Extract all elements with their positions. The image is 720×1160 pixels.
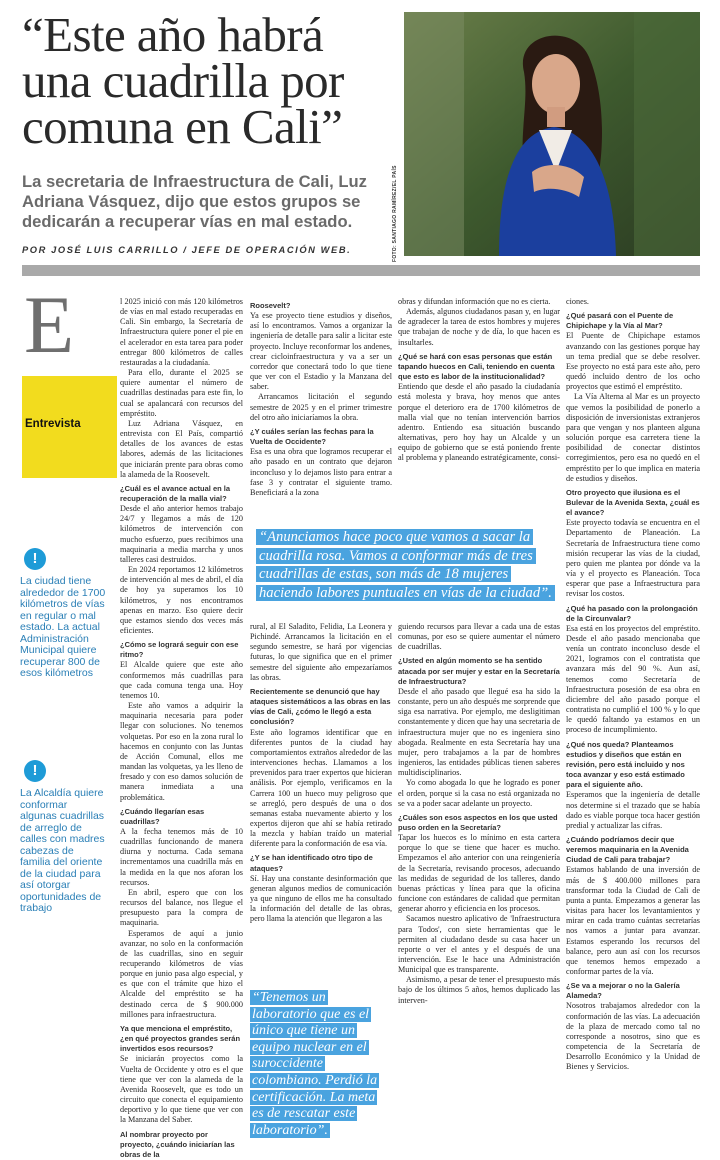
dropcap: E bbox=[24, 279, 75, 370]
exclamation-icon: ! bbox=[24, 548, 46, 570]
paragraph: Sí. Hay una constante desinformación que generan algunos medios de comunicación ya que ninguno de ellos me ha consultado la información del detalle de las obras, pero llama la atención que llegaron a las bbox=[250, 873, 392, 924]
paragraph: ciones. bbox=[566, 297, 589, 306]
byline: POR JOSÉ LUIS CARRILLO / JEFE DE OPERACIÓN WEB. bbox=[22, 245, 352, 255]
paragraph: rural, al El Saladito, Felidia, La Leonera y Pichindé. Arrancamos la licitación en el segundo semestre, se hará por vigencias futuras, lo que significa que en el primer semestre del siguiente año empezaríamos las obras. bbox=[250, 622, 392, 682]
paragraph: Yo como abogada lo que he logrado es poner el orden, porque si la casa no está organizada no se va a poder sacar adelante un proyecto. bbox=[398, 778, 560, 808]
paragraph: Luz Adriana Vásquez, en entrevista con El País, compartió detalles de los avances de estas labores, además de las licitaciones que iniciarán prente para obras como la alameda de la Roosevelt. bbox=[120, 418, 243, 479]
paragraph: Desde el año anterior hemos trabajo 24/7 y llegamos a más de 120 kilómetros de intervención con mucho esfuerzo, pues recibimos una maquinaria a media marcha y unos talleres casi destruidos. bbox=[120, 504, 243, 564]
interview-question: ¿Cuál es el avance actual en la recuperación de la malla vial? bbox=[120, 483, 231, 503]
paragraph: En abril, espero que con los recursos del balance, nos llegue el presupuesto para la compra de maquinaria. bbox=[120, 887, 243, 928]
interview-question: Otro proyecto que ilusiona es el Bulevar de la Avenida Sexta, ¿cuál es el avance? bbox=[566, 487, 700, 518]
paragraph: Estamos hablando de una inversión de más de $ 400.000 millones para transformar toda la Ciudad de Cali de punta a punta. Empezamos a generar las visitas para hacer los levantamientos y mirar en cada tramo cuántas secretarías nos vamos a juntar para avanzar. Estamos esperando los recursos del balance, pero aun así con los recursos que tenemos hemos empezado a conformar partes de la vía. bbox=[566, 865, 700, 976]
paragraph: El Alcalde quiere que este año conformemos más cuadrillas para que cada comuna tenga una. Hoy tenemos 10. bbox=[120, 660, 243, 700]
interview-question: ¿Qué ha pasado con la prolongación de la Circunvalar? bbox=[566, 603, 698, 623]
interview-question: ¿Cómo se logrará seguir con ese ritmo? bbox=[120, 640, 239, 660]
interview-question: ¿Se va a mejorar o no la Galería Alameda? bbox=[566, 981, 680, 1001]
paragraph: obras y difundan información que no es cierta. bbox=[398, 297, 551, 306]
article-column-3-top bbox=[398, 297, 560, 525]
paragraph: La Vía Alterna al Mar es un proyecto que vemos la posibilidad de ponerlo a disposición de inversionistas extranjeros para que vengan y nos planteen alguna solución porque esa carretera tiene la posibilidad de conectar distintos corregimientos, pero esa no quedó en el empréstito per lo que implica en materia de estudios y diseños. bbox=[566, 392, 700, 483]
paragraph: Este año vamos a adquirir la maquinaria necesaria para poder llegar con soluciones. No tenemos volquetas. Por eso en la zona rural lo hacemos en conjunto con las Juntas de Acción Comunal, ellos me mandan las volquetas, ya les lleno de fresado y con eso damos solución de manera inmediata a una problemática. bbox=[120, 701, 243, 802]
paragraph: Esa es una obra que logramos recuperar el año pasado en un contrato que dejaron inconcluso y lo dejamos listo para entrar a fase 3 y contratar el siguiente tramo. Beneficiará a la zona bbox=[250, 447, 392, 497]
paragraph: Sacamos nuestro aplicativo de 'Infraestructura para Todos', con siete herramientas que le permiten al ciudadano desde su casa hacer un reporte o ver el antes y el después de una intervención. Ese le hace una Administración Municipal que es transparente. bbox=[398, 914, 560, 975]
paragraph: Esa está en los proyectos del empréstito. Desde el año pasado mencionaba que venía un contrato inconcluso desde el 2021, logramos con el contratista que avanzara más del 90 %. Aun así, tenemos como Secretaría de Infraestructura posesión de esa obra en diciembre del año pasado porque el contratista no cumplió el 100 % y lo que le quedó faltando ya estamos en un proceso de incumplimiento. bbox=[566, 623, 700, 735]
interview-question: ¿Qué pasará con el Puente de Chipichape y la Vía al Mar? bbox=[566, 311, 674, 331]
paragraph: Esperamos que la ingeniería de detalle nos determine si el trazado que se había dado es viable porque toca hacer gestión predial y actualizar las cifras. bbox=[566, 790, 700, 830]
divider-bar bbox=[22, 265, 700, 276]
paragraph: El Puente de Chipichape estamos avanzando con las gestiones porque hay un tema predial que se debe resolver. Ese proyecto no está para este año, pero quedó incluido dentro de los ocho proyectos que estimó el empréstito. bbox=[566, 331, 700, 392]
portrait-photo bbox=[404, 12, 700, 256]
photo-credit: FOTO: SANTIAGO RAMÍREZ/EL PAÍS bbox=[392, 165, 398, 262]
paragraph: l 2025 inició con más 120 kilómetros de vías en mal estado recuperadas en Cali. Sin embargo, la Secretaría de Infraestructura quiere poner el pie en el acelerador en esta tarea para poder entregar 800 kilómetros de calles restauradas a la ciudadanía. bbox=[120, 297, 243, 367]
pullquote-text: “Anunciamos hace poco que vamos a sacar la cuadrilla rosa. Vamos a conformar más de tres cuadrillas de estas, son más de 18 mujeres haciendo labores puntuales en vías de la ciudad”. bbox=[256, 529, 555, 601]
exclamation-icon: ! bbox=[24, 760, 46, 782]
interview-question: Ya que menciona el empréstito, ¿en qué proyectos grandes serán invertidos esos recursos? bbox=[120, 1023, 241, 1054]
interview-question: ¿Usted en algún momento se ha sentido atacada por ser mujer y estar en la Secretaría de Infraestructura? bbox=[398, 656, 560, 686]
interview-question: ¿Cuándo podríamos decir que veremos maquinaria en la Avenida Ciudad de Cali para trabajar? bbox=[566, 834, 689, 865]
article-column-2-bottom bbox=[250, 622, 392, 984]
interview-question: ¿Cuáles son esos aspectos en los que usted puso orden en la Secretaría? bbox=[398, 812, 558, 832]
interview-question: Roosevelt? bbox=[250, 301, 291, 310]
paragraph: guiendo recursos para llevar a cada una de estas comunas, por eso se quiere aumentar el número de cuadrillas. bbox=[398, 622, 560, 652]
paragraph: Esperamos de aquí a junio avanzar, no solo en la conformación de las cuadrillas, sino en seguir recuperando kilómetros de vías porque en junio pasa algo especial, y es que con el trámite que hizo el Alcalde del empréstito se ha destinado cerca de $ 900.000 millones para infraestructura. bbox=[120, 928, 243, 1019]
paragraph: Este proyecto todavía se encuentra en el Departamento de Planeación. La Secretaría de Infraestructura tiene como misión recuperar las vías de la ciudad, pero quien me plantea por dónde va la vía y el proyecto es Planeación. Toca esperar que pase a Infraestructura para revisar los costos. bbox=[566, 518, 700, 599]
section-tag-label: Entrevista bbox=[25, 418, 81, 430]
paragraph: Arrancamos licitación el segundo semestre de 2025 y en el primer trimestre del otro año iniciaríamos la obra. bbox=[250, 392, 392, 422]
headline: “Este año habrá una cuadrilla por comuna en Cali” bbox=[22, 7, 344, 154]
factbox-text: La ciudad tiene alrededor de 1700 kilómetros de vías en regular o mal estado. La actual Administración Municipal quiere recuperar 800 de esos kilómetros bbox=[20, 575, 106, 679]
interview-question: ¿Qué se hará con esas personas que están tapando huecos en Cali, teniendo en cuenta que esto es labor de la institucionalidad? bbox=[398, 351, 555, 382]
pullquote-laboratorio bbox=[250, 990, 390, 1139]
paragraph: Asimismo, a pesar de tener el presupuesto más bajo de los últimos 5 años, hemos duplicado las interven- bbox=[398, 975, 560, 1005]
paragraph: A la fecha tenemos más de 10 cuadrillas funcionando de manera diurna y nocturna. Cada semana incrementamos una cuadrilla más en la medida en la que nos aforan los recursos. bbox=[120, 826, 243, 887]
paragraph: Este año logramos identificar que en diferentes puntos de la ciudad hay comportamientos extraños alrededor de las intervenciones hechas. Llamamos a los prevenidos para traer expertos que hicieran análisis. Por ejemplo, verificamos en la Carrera 100 un hueco muy peligroso que se arregló, pero después de una o dos semanas estaba nuevamente abierto y los expertos dijeron que ahí se había retirado la mezcla y habían traído un material diferente para la conformación de esa vía. bbox=[250, 727, 392, 849]
paragraph: Ya ese proyecto tiene estudios y diseños, así lo encontramos. Vamos a organizar la ingeniería de detalle para salir a licitar este proyecto. Incluye reconformar los andenes, crear cicloinfraestructura y va a ser un corredor que conectará todo lo que tiene que ver con el Estadio y la Manzana del saber. bbox=[250, 311, 392, 392]
article-column-4 bbox=[566, 297, 700, 1137]
section-tag bbox=[22, 376, 117, 478]
paragraph: Entiendo que desde el año pasado la ciudadanía está molesta y brava, hoy menos que antes porque el deterioro era de 1700 kilómetros de malla vial que no tenían intervención barrios adentro. Entiendo esa situación buscando alternativas, pero hoy hay un Alcalde y un equipo de gobierno que se está poniendo frente al problema y planeando estratégicamente, consi- bbox=[398, 382, 560, 463]
paragraph: Además, algunos ciudadanos pasan y, en lugar de agradecer la tarea de estos hombres y mujeres que trabajan de noche y de día, lo que hacen es insultarles. bbox=[398, 307, 560, 347]
paragraph: Tapar los huecos es lo mínimo en esta cartera porque lo que se tiene que hacer es mucho. Empezamos el año anterior con una reingeniería de la Secretaría, revisando procesos, adecuando las medidas de seguridad de los talleres, dando buenas prácticas y línea para que la oficina funcione con estándares de calidad que permitan generar ahorro y eficiencia en los procesos. bbox=[398, 833, 560, 914]
article-column-1 bbox=[120, 297, 243, 1159]
interview-question: ¿Qué nos queda? Planteamos estudios y diseños que están en revisión, pero está incluido y nos toca avanzar y eso está estimado para el siguiente año. bbox=[566, 739, 685, 790]
portrait-illustration bbox=[404, 12, 700, 256]
interview-question: Al nombrar proyecto por proyecto, ¿cuándo iniciarían las obras de la bbox=[120, 1129, 235, 1159]
paragraph: Desde el año pasado que llegué esa ha sido la constante, pero un año después me sorprende que siga esa narrativa. Por ejemplo, me desligitiman constantemente y dicen que hay una secretaria de infraestructura mujer que no es ingeniera sino abogada. Realmente en esta Secretaría hay una mujer, pero trabajamos a la par de hombres ingenieros, las entidades públicas tienen saberes multidisciplinarios. bbox=[398, 686, 560, 778]
interview-question: ¿Cuándo llegarían esas cuadrillas? bbox=[120, 806, 205, 826]
pullquote-text: “Tenemos un laboratorio que es el único que tiene un equipo nuclear en el suroccidente colombiano. Perdió la certificación. La meta es de rescatar este laboratorio”. bbox=[252, 990, 378, 1138]
interview-question: ¿Y cuáles serían las fechas para la Vuelta de Occidente? bbox=[250, 426, 374, 447]
paragraph: Para ello, durante el 2025 se quiere aumentar el número de cuadrillas destinadas para este fin, lo cual se apalancará con recursos del empréstito. bbox=[120, 368, 243, 418]
article-column-3-bottom bbox=[398, 622, 560, 1137]
interview-question: Recientemente se denunció que hay ataques sistemáticos a las obras en las vías de Cali, ¿cómo le llegó a esta conclusión? bbox=[250, 686, 391, 727]
paragraph: Nosotros trabajamos alrededor con la conformación de las vías. La adecuación de la plaza de mercado como tal no corresponde a nosotros, sino que es competencia de la Secretaría de Desarrollo Económico y la Unidad de Bienes y Servicios. bbox=[566, 1001, 700, 1072]
paragraph: Se iniciarán proyectos como la Vuelta de Occidente y otro es el que tiene que ver con la alameda de la Avenida Roosevelt, que es todo un circuito que conecta el equipamiento deportivo y lo que tiene que ver con la Manzana del Saber. bbox=[120, 1054, 243, 1125]
interview-question: ¿Y se han identificado otro tipo de ataques? bbox=[250, 853, 373, 873]
pullquote-cuadrilla-rosa bbox=[250, 526, 566, 604]
factbox-text: La Alcaldía quiere conformar algunas cuadrillas de arreglo de calles con madres cabezas de familia del oriente de la ciudad para así otorgar oportunidades de trabajo bbox=[20, 787, 105, 914]
paragraph: En 2024 reportamos 12 kilómetros de intervención al mes de abril, el día de hoy ya superamos los 10 kilómetros, y nos encontramos apenas en marzo. Eso quiere decir que estamos siendo dos veces más eficientes. bbox=[120, 565, 243, 635]
article-column-2-top bbox=[250, 297, 392, 525]
deck-subtitle: La secretaria de Infraestructura de Cali, Luz Adriana Vásquez, dijo que estos grupos se dedicarán a recuperar vías en mal estado. bbox=[22, 172, 367, 231]
